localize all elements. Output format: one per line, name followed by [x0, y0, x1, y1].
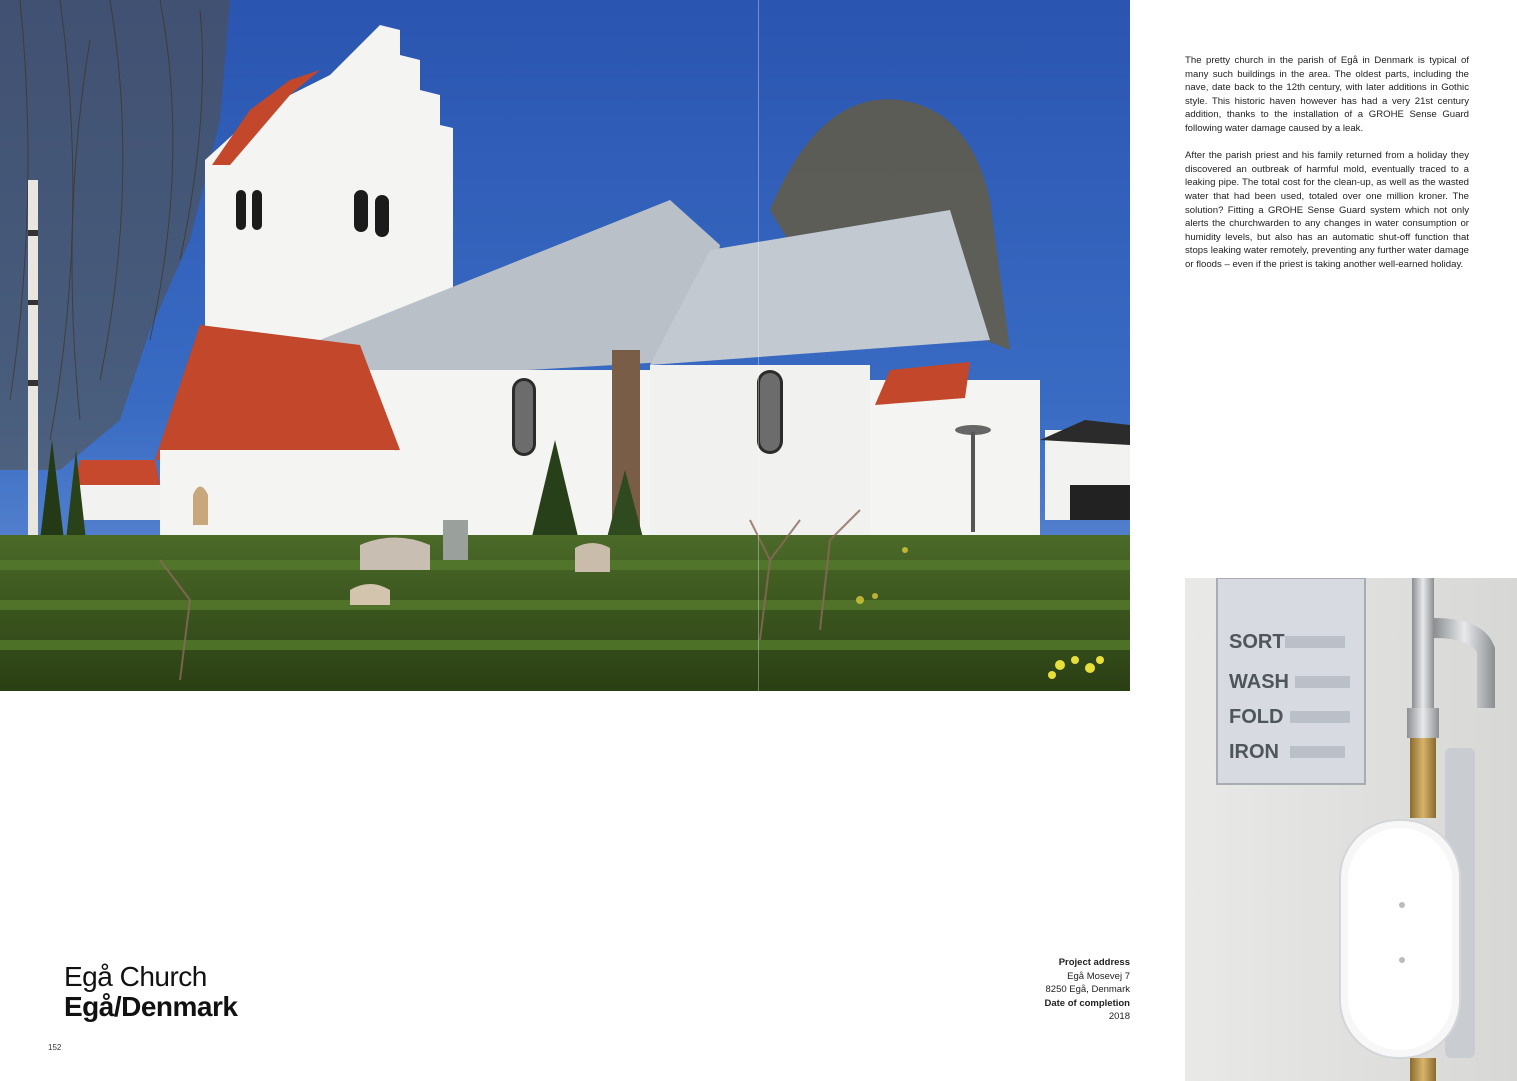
address-line: Egå Mosevej 7: [1067, 970, 1130, 982]
address-line: 8250 Egå, Denmark: [1045, 984, 1130, 996]
title-block: [64, 962, 237, 1022]
sign-text: WASH: [1229, 671, 1289, 693]
sign-text: SORT: [1229, 631, 1285, 653]
project-location: Egå/Denmark: [64, 991, 238, 1022]
article-body: [1185, 54, 1469, 285]
completion-label: Date of completion: [1044, 997, 1130, 1009]
article-paragraph: After the parish priest and his family returned from a holiday they discovered an outbreak of harmful mold, eventually traced to a leaking pipe. The total cost for the clean-up, as well as the wasted water that had been used, totaled over one million kroner. The solution? Fitting a GROHE Sense Guard system which not only alerts the churchwarden to any changes in water consumption or humidity levels, but also has an automatic shut-off function that stops leaking water remotely, preventing any further water damage or floods – even if the priest is taking another well-earned holiday.: [1185, 150, 1469, 270]
church-photo: [0, 0, 1130, 691]
sign-text: IRON: [1229, 741, 1279, 763]
address-label: Project address: [1058, 957, 1130, 968]
project-title: Egå Church: [64, 961, 207, 992]
page-fold: [758, 0, 759, 691]
article-paragraph: The pretty church in the parish of Egå in Denmark is typical of many such buildings in the area. The oldest parts, including the nave, date back to the 12th century, with later additions in Gothic style. This historic haven however has had a very 21st century addition, thanks to the installation of a GROHE Sense Guard following water damage caused by a leak.: [1185, 55, 1469, 134]
sign-text: FOLD: [1229, 706, 1284, 728]
project-meta: [1044, 956, 1130, 1024]
completion-value: 2018: [1108, 1011, 1130, 1023]
sense-guard-photo: [1185, 578, 1517, 1081]
page-number: 152: [48, 1043, 62, 1052]
